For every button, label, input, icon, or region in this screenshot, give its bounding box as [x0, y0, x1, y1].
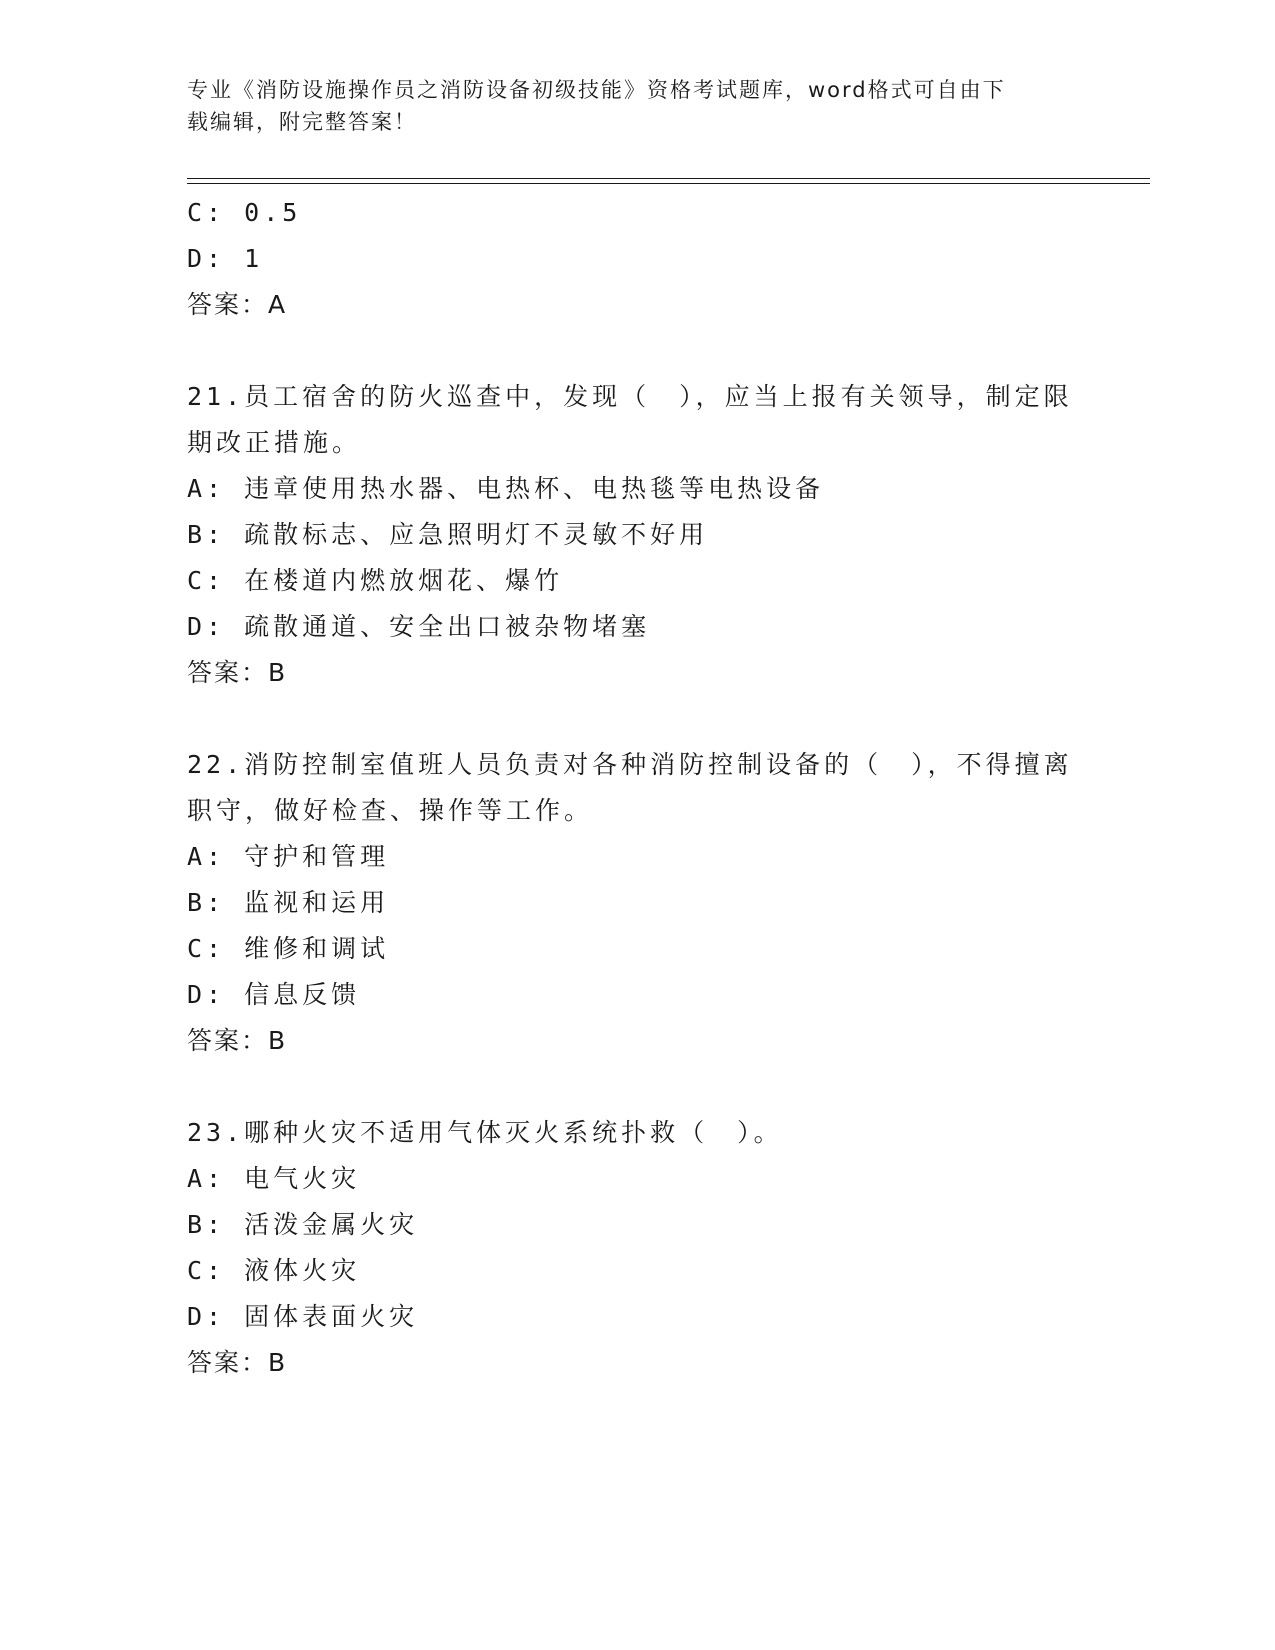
- option-a: A: 电气火灾: [187, 1164, 361, 1193]
- option-a: A: 违章使用热水器、电热杯、电热毯等电热设备: [187, 474, 825, 503]
- question-text-line: 22.消防控制室值班人员负责对各种消防控制设备的（ ），不得擅离: [187, 750, 1073, 779]
- question-list: [187, 190, 1087, 1386]
- answer-line: 答案：B: [187, 658, 288, 687]
- spacer: [187, 328, 1087, 374]
- header-rule-top: [187, 178, 1150, 179]
- option-a: A: 守护和管理: [187, 842, 390, 871]
- option-b: B: 疏散标志、应急照明灯不灵敏不好用: [187, 520, 709, 549]
- header-line-1: 专业《消防设施操作员之消防设备初级技能》资格考试题库，word格式可自由下: [187, 78, 1006, 102]
- answer-line: 答案：A: [187, 290, 288, 319]
- header-line-2: 载编辑，附完整答案！: [187, 110, 417, 134]
- spacer: [187, 1064, 1087, 1110]
- option-c: C: 维修和调试: [187, 934, 390, 963]
- question-text-line: 职守，做好检查、操作等工作。: [187, 796, 594, 825]
- question-block-21: [187, 374, 1087, 696]
- question-text-line: 21.员工宿舍的防火巡查中，发现（ ），应当上报有关领导，制定限: [187, 382, 1073, 411]
- prev-question-block: [187, 190, 1087, 328]
- option-d: D: 疏散通道、安全出口被杂物堵塞: [187, 612, 651, 641]
- option-b: B: 活泼金属火灾: [187, 1210, 419, 1239]
- answer-line: 答案：B: [187, 1026, 288, 1055]
- document-header: [187, 74, 1087, 138]
- option-c: C: 液体火灾: [187, 1256, 361, 1285]
- answer-line: 答案：B: [187, 1348, 288, 1377]
- option-c: C: 在楼道内燃放烟花、爆竹: [187, 566, 564, 595]
- option-c: C: 0.5: [187, 198, 302, 227]
- spacer: [187, 696, 1087, 742]
- option-d: D: 信息反馈: [187, 980, 361, 1009]
- question-block-23: [187, 1110, 1087, 1386]
- option-d: D: 固体表面火灾: [187, 1302, 419, 1331]
- question-text-line: 期改正措施。: [187, 428, 362, 457]
- option-d: D: 1: [187, 244, 264, 273]
- question-block-22: [187, 742, 1087, 1064]
- option-b: B: 监视和运用: [187, 888, 390, 917]
- header-rule-bottom: [187, 183, 1150, 184]
- question-text-line: 23.哪种火灾不适用气体灭火系统扑救（ ）。: [187, 1118, 783, 1147]
